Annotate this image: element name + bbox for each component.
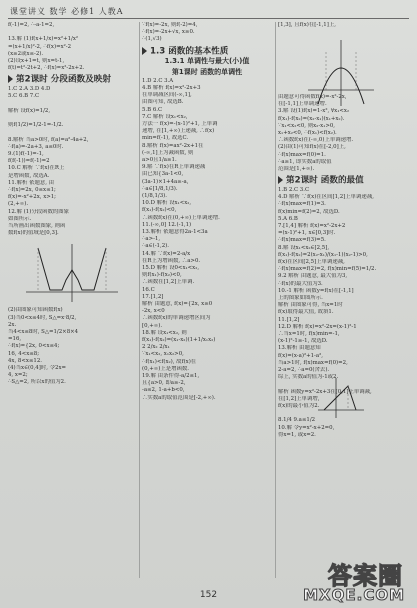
text-line: 4.D 解析 ∵f(x)在区间[1,2]上单调递减, [278,194,374,201]
text-line: 16, 4<x≤8; [8,350,40,357]
text-line: ∴a∈(-1,2). [142,243,169,250]
text-line: 8.解析 f(x)=ax²-2x+1在 [142,142,204,149]
text-line: 9.解 ∵f(x)在R上单调递减 [142,164,206,171]
text-line: 13.解 (1)f(x+1/x)=x²+1/x² [8,36,79,43]
text-line: (3)当0<x≤4时, S△=x·8/2, [8,314,77,321]
text-line: f(x)=-x²+2x, x>1; [8,194,56,201]
text-line: 解析 由题意, f(x)={2x, x≥0 [142,301,213,308]
header-rule [8,18,409,19]
text-line: (4)当x∈(0,4]时, 令2x= [8,365,67,372]
text-line: 10.-1 解析 函数y=f(x)在[-1,1] [278,287,354,294]
text-block [142,200,272,301]
text-line: 5.C 6.B 7.C [8,93,40,100]
text-line: 15.D 解析 设0<x₁<x₂, [142,265,200,271]
text-line: 16.C [142,286,155,293]
text-line: 是增函数, 故选A. [8,172,50,179]
text-line: 且{a>0, 即a≥-2, [142,380,186,387]
text-line: 9.2 解析 由题意, 最大值为3, [278,273,348,280]
text-line: f(x)min=f(2)=2, 故选D. [278,208,340,215]
text-line: =(x+1/x)²-2, ∴f(x)=x²-2 [8,43,72,50]
text-line: =16, [8,336,22,343]
text-line: ∴函数f(x)的单调递增区间为 [142,315,211,322]
text-line: 在单调减区间(-∞,1], [142,92,192,99]
text-line: f(f(-1))=f(-1)=2 [8,158,50,165]
text-line: 在[1,2]上单调增, [278,395,320,402]
text-line: ∴a∈[1/8,1/3). [142,185,178,192]
page-number: 152 [199,590,218,600]
text-line: f(x₁)-f(x₂)<0, [142,207,177,214]
text-line: ∴f(x)max=f(3)=5. [278,237,326,244]
text-line [8,101,138,108]
text-block [278,187,408,302]
text-line: 11.解析 依题意, 由 [8,179,55,186]
text-line: (3a-1)×1+4a≥-a, [142,178,189,185]
text-line: ∴当x=1时, f(x)min=-1, [278,331,340,338]
section-heading: 第2课时 函数的最值 [278,176,408,185]
text-line: 递增, 在[1,+∞)上递减, ∴f(x) [142,128,215,135]
text-line: (-∞,1]上为减函数, 则 [142,149,194,156]
subsection-heading: 1.3.1 单调性与最大(小)值 [164,57,250,66]
text-line: 11.(-∞,0] 12.(-1,1) [142,221,192,228]
text-line: ∴f(x)max=f(2)=2, f(x)min=f(5)=1/2. [278,266,377,273]
lesson-heading: 第1课时 函数的单调性 [171,67,243,76]
text-line: f(x)取得最大值, 故填1. [278,309,334,316]
text-line: ∴函数f(x)在(-∞,0)上单调递增. [278,137,354,144]
text-line: 由题意可得函数f(x)=-x²-2x, [278,94,347,101]
text-line: 4, x=2; [8,372,28,379]
text-line: 1.B 2.C 3.C [278,186,310,193]
text-line: 9.(1)f(-1)=-1, [8,150,44,157]
text-line: a>0且1/a≥1. [142,156,177,163]
text-line: 11.[1,2] [278,316,300,323]
text-line: ∴f(x)=-2x+√x, x≥0. [142,29,195,36]
text-line: 由图可知, 故选B. [142,99,184,106]
text-line: 8.解析 当a>0时, f(a)=a²-4a+2, [8,136,89,143]
text-line: 10.C 解析 ∵f(x)在R上 [8,165,65,172]
text-line: 19.解 由条件得-a/2≤1, [142,373,200,380]
text-line: 当4<x≤8时, S△=1/2×8×4 [8,329,79,335]
text-line: 范围是[1,+∞). [278,166,315,173]
text-block [8,307,138,386]
text-line: f(x)=(x-a)²+1-a², [278,352,323,359]
text-line: (x-1)²-1≥-1, 故选D. [278,338,328,345]
text-line: (2,+∞). [8,201,29,208]
text-line: 8.1/4 9.a≤1/2 [278,417,316,424]
watermark-top: 答案圈 [328,562,403,590]
text-block [8,86,138,237]
text-block [142,78,272,200]
text-line: ∴函数f(x)在(0,+∞)上单调递增. [142,214,220,221]
text-line: 10.解 令y=x²-x+2=0, [278,424,335,431]
text-line: 解析 设f(x)=1/2, [8,107,51,114]
text-line: 8.解 设x₁<x₂∈[2,5], [278,244,330,251]
chevron-right-icon [8,75,13,83]
text-line: 由已知{3a-1<0, [142,171,184,178]
text-line: 如图所示. [8,215,32,222]
text-line: 在R上为增函数, ∴a>0. [142,257,201,264]
text-line: 13.解析 依题意得2a-1<3a [142,228,208,235]
text-line: ∴实数a的取值范围是[-2,+∞). [142,394,216,401]
section-heading: 第2课时 分段函数及映射 [8,75,138,84]
text-line [278,29,408,36]
text-line: ∵x₁<x₂<0, 则x₂-x₁>0, [278,122,335,129]
text-line: min=f(-1), 故选C. [142,135,189,142]
piecewise-graph [22,240,138,304]
text-line: 4x, 8<x≤12. [8,357,42,364]
text-line: ∵f(x)=-2x, 则f(-2)=4, [142,22,198,28]
function-curve [324,386,356,410]
text-line: 17.[1,2] [142,293,164,300]
text-line: ∴a≥1, 即实数a的取值 [278,158,332,165]
column-divider [275,22,276,578]
text-line: 18.解 设x₁<x₂, 则 [142,329,187,336]
text-line: ∵x₁<x₂, x₁x₂>0, [142,351,184,358]
middle-column [142,22,272,402]
text-line: ∴f(x₁)<f(x₂), 故f(x)在 [142,358,197,365]
text-line: [1,3], 且f(x)在[-1,1]上, [278,22,336,28]
text-line: 综上, 实数a的值为-1或2. [278,374,339,381]
text-line: 1.C 2.A 3.D 4.D [8,86,51,93]
text-line: (2)设x+1=t, 则x=t-1, [8,58,65,65]
text-line: 2 2/x₂ 2/x₁ [142,344,170,351]
text-line: ∴f(x)max=f(0)=1. [278,151,326,158]
text-line: ∴a>-1, [142,236,161,243]
text-line: 解析 由图象可得, 当x=1时 [278,302,343,309]
text-line: (2)由(1)可知f(x)在[-2,0]上, [278,144,346,151]
text-block [142,301,272,402]
text-line: 14.解 ∵f(x)=2-a/x [142,250,191,257]
text-line: 当a>1时, f(x)max=f(0)=2, [278,359,348,366]
text-line: ∴S△=2, 所以x的值为2. [8,379,66,386]
parabola-graph [306,38,376,108]
text-line: 3.解 设(1)f(x)=1-x², ∀x₁<x₂ [278,108,350,115]
text-line: 7.[1,4] 解析 f(x)=x²-2x+2 [278,222,346,229]
text-line: 5.B 6.C [142,106,163,113]
text-block [142,22,272,44]
max-value-graph [316,376,366,420]
text-line: -2x, x<0 [142,308,165,315]
text-line: 10.D 解析 设x₁<x₂, [142,200,192,207]
piecewise-graph-figure [22,240,122,304]
text-line: (0,+∞)上是增函数. [142,365,190,372]
text-line: ∴f(a)=-2a+3, a≤0时. [8,143,64,150]
watermark-logo [293,554,411,604]
text-line: f(x₁)-f(x₂)=2(x₂-x₁)/(x₁-1)(x₂-1)>0, [278,251,368,258]
text-line: (2)由图象可知函数f(x) [8,307,63,314]
text-line: ∴f(x)=2x, 0≤x≤1; [8,186,56,193]
text-line: [0,+∞). [142,322,163,329]
text-line: (x≥2或x≤-2). [8,50,44,57]
text-line: 在[-1,1]上单调递增. [278,101,327,108]
text-line: 则f(x₁)-f(x₂)<0, [142,272,182,279]
text-line: ∴f(x)max=f(1)=3. [278,201,326,208]
text-line: 上的图象如图所示. [278,295,323,302]
text-line: 1.D 2.C 3.A [142,77,174,84]
text-line: f(x₁)-f(x₂)=(x₂-x₁)(x₁+x₂). [278,115,345,122]
text-line: (1/8,1/3). [142,192,167,199]
watermark-bottom: MXQE.COM [303,586,405,604]
text-block [8,22,138,72]
text-line: 12.解 (1)分段函数的图象 [8,208,70,215]
text-line: f(x)在区间[2,5]上单调递减, [278,259,345,265]
section-heading: 1.3 函数的基本性质 [142,47,272,56]
text-line: -a≤2, 1-a+b<0, [142,387,185,394]
text-line: f(-1)=2, ∴-a-1=2, [8,22,55,28]
text-line: ∴函数在[1,2]上单调. [142,279,195,286]
text-line [8,129,138,136]
column-divider [139,22,140,578]
text-line: f(x)的最小值为2. [278,403,320,410]
text-line: 方法一 f(x)=-(x-1)²+1, 上单调 [142,120,218,127]
text-line: ∴f(x)的最大值为3. [278,280,323,287]
text-line: ∴f(x)={2x, 0<x≤4; [8,343,60,350]
text-line: 5.A 6.B [278,215,298,222]
text-line: 2-a=2, ∴a=0(舍去). [278,367,330,374]
text-line: 7.C 解析 设x₁<x₂, [142,113,188,120]
text-line: 当所画出函数图象, 则函 [8,222,66,229]
text-line: x₁+x₂<0, ∴f(x₁)<f(x₂). [278,130,337,137]
text-line: 数f(x)的值域是[0,3]. [8,230,59,237]
text-line: ∴(1,√3) [142,36,162,43]
text-line: 4.B 解析 f(x)=x²-2x+3 [142,84,201,91]
text-line: 12.D 解析 f(x)=x²-2x=(x-1)²-1 [278,323,357,330]
text-line: 则f(1/2)=1/2-1=-1/2. [8,122,64,129]
text-line [8,115,138,122]
text-line: 13.解析 由题意知 [278,345,321,352]
running-head: 课堂讲义 数学 必修1 人教A [10,7,124,16]
left-column [8,22,138,387]
text-line: f(t)=t²-2t+2, ∴f(x)=x²-2x+2. [8,65,85,72]
text-line: 2x. [8,321,17,328]
text-line [8,29,138,36]
chevron-right-icon [142,47,147,55]
text-line: f(x₁)-f(x₂)=(x₁-x₂)(1+1/x₁x₂) [142,337,216,344]
text-line: 得x=1, 或x=2. [278,431,316,438]
chevron-right-icon [278,176,283,184]
text-line: 解析 函数y=x²-2x+3在[0,1]上单调减, [278,388,372,395]
text-line: =(x-1)²+1, x∈[0,3]时. [278,230,336,237]
